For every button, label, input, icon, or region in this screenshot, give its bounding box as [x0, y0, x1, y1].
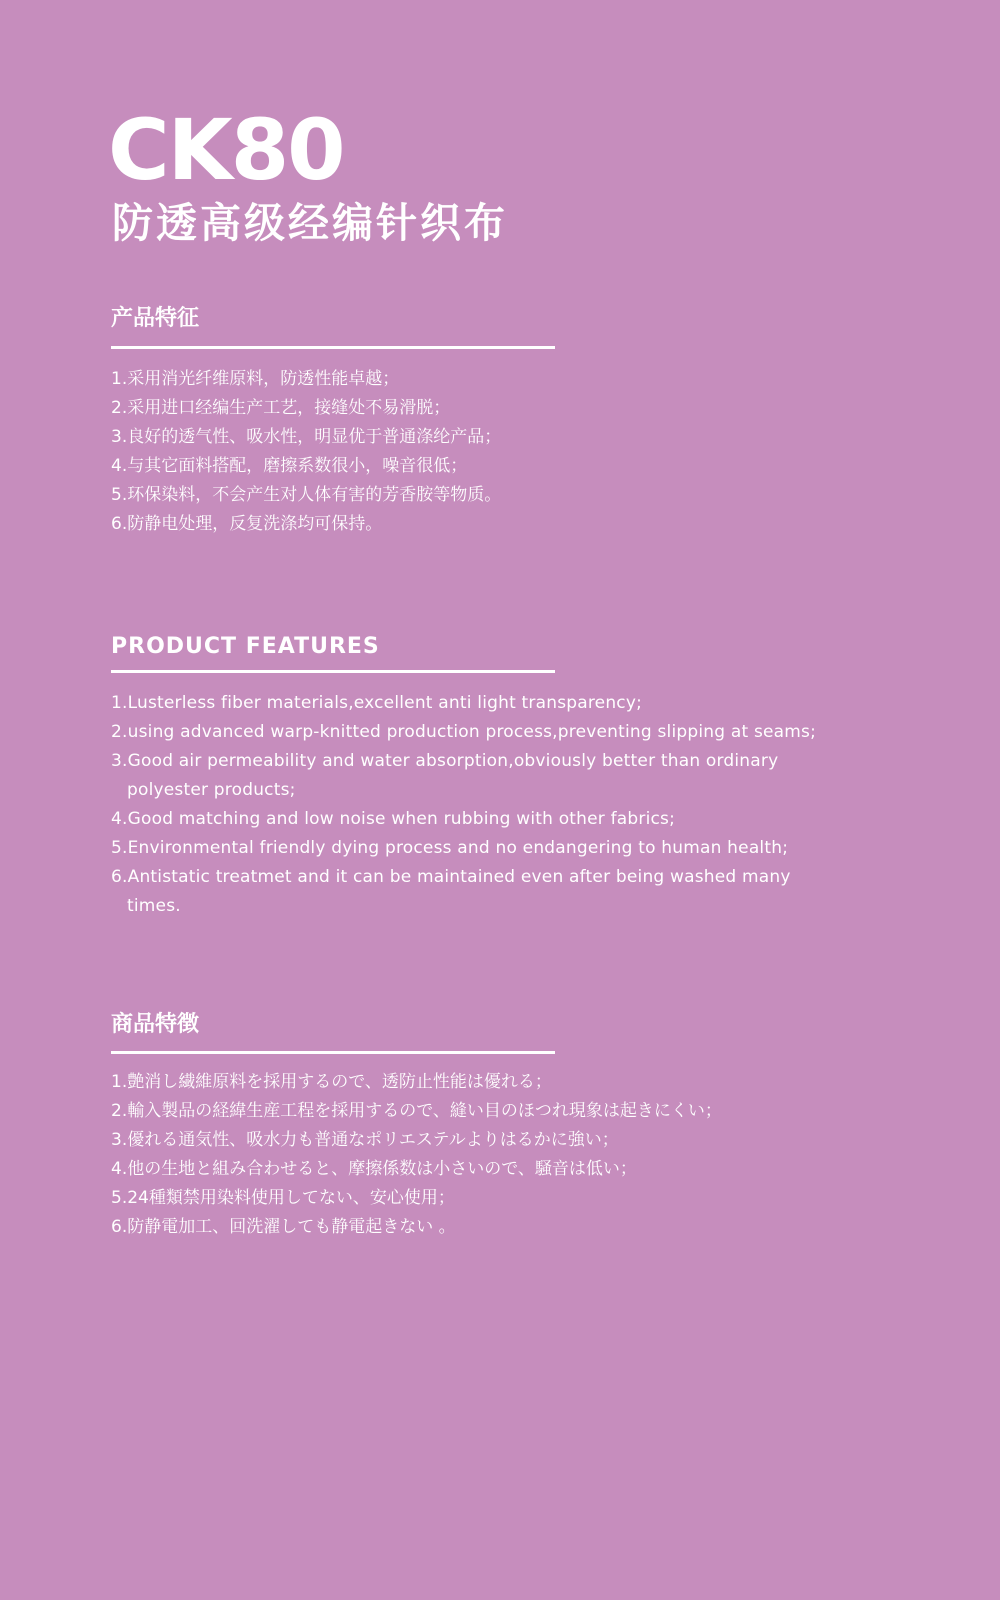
feature-item: 6.防静電加工、回洗濯しても静電起きない 。 [111, 1217, 456, 1237]
section-heading: 产品特征 [111, 306, 200, 331]
section-heading: PRODUCT FEATURES [111, 634, 380, 659]
feature-item: 1.Lusterless fiber materials,excellent anti light transparency; [111, 693, 643, 713]
feature-item: 5.环保染料，不会产生对人体有害的芳香胺等物质。 [111, 485, 502, 505]
features-section-english [111, 632, 871, 921]
feature-item: 4.Good matching and low noise when rubbing with other fabrics; [111, 809, 676, 829]
feature-item: 1.艶消し繊維原料を採用するので、透防止性能は優れる； [111, 1072, 552, 1092]
feature-item: 4.他の生地と組み合わせると、摩擦係数は小さいので、騒音は低い； [111, 1159, 637, 1179]
feature-item: 3.良好的透气性、吸水性，明显优于普通涤纶产品； [111, 427, 502, 447]
feature-item: 2.using advanced warp-knitted production process,preventing slipping at seams; [111, 722, 817, 742]
features-section-chinese [111, 304, 871, 539]
feature-item: 2.輸入製品の経緯生産工程を採用するので、縫い目のほつれ現象は起きにくい； [111, 1101, 722, 1121]
feature-item: 6.防静电处理，反复洗涤均可保持。 [111, 514, 383, 534]
feature-item: 5.24種類禁用染料使用してない、安心使用； [111, 1188, 455, 1208]
section-divider [111, 1051, 555, 1054]
feature-item: 5.Environmental friendly dying process and no endangering to human health; [111, 838, 789, 858]
feature-list [111, 365, 871, 539]
section-divider [111, 670, 555, 673]
feature-list [111, 689, 871, 921]
feature-item: 4.与其它面料搭配，磨擦系数很小，噪音很低； [111, 456, 468, 476]
feature-list [111, 1068, 871, 1242]
features-section-japanese [111, 1010, 871, 1242]
feature-item: 2.采用进口经编生产工艺，接缝处不易滑脱； [111, 398, 451, 418]
feature-item: 3.優れる通気性、吸水力も普通なポリエステルよりはるかに強い； [111, 1130, 619, 1150]
feature-item: 6.Antistatic treatmet and it can be maintained even after being washed many times. [111, 867, 791, 916]
section-divider [111, 346, 555, 349]
product-name-title: 防透高级经编针织布 [112, 199, 508, 247]
model-code-title: CK80 [108, 101, 344, 199]
feature-item: 3.Good air permeability and water absorption,obviously better than ordinary polyester products; [111, 751, 779, 800]
feature-item: 1.采用消光纤维原料，防透性能卓越； [111, 369, 400, 389]
section-heading: 商品特徴 [111, 1012, 200, 1037]
